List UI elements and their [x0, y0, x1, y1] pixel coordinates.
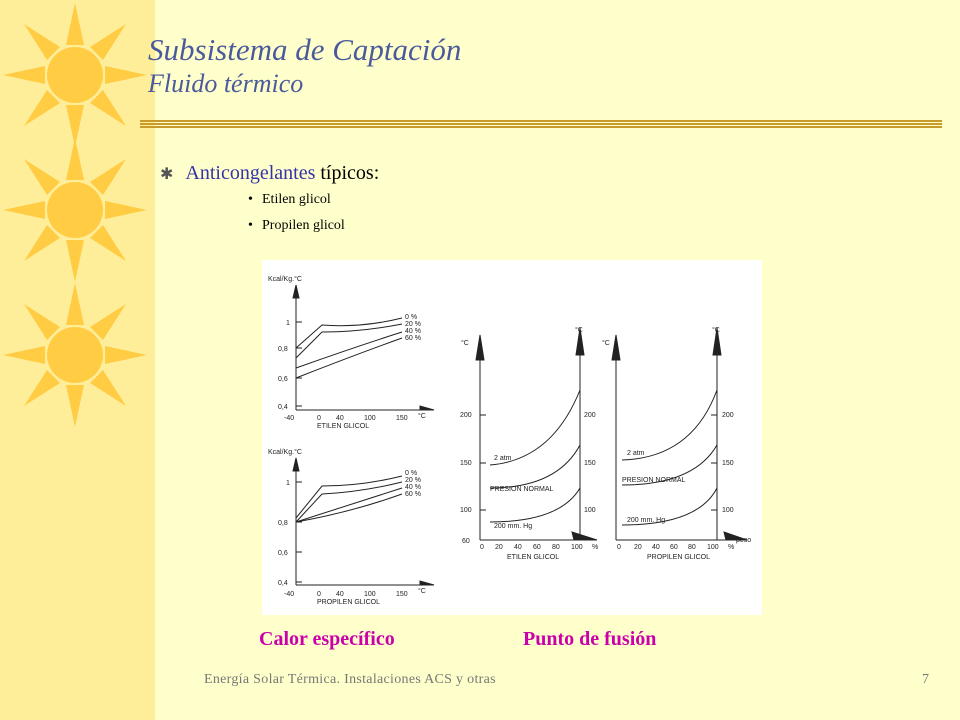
- chart2-series-label: 20 %: [405, 477, 421, 484]
- chart4-yunit: °C: [602, 340, 610, 347]
- list-item-label: Etilen glicol: [262, 192, 331, 207]
- chart3-xtick: 80: [552, 544, 560, 551]
- caption-specific-heat: Calor específico: [259, 628, 395, 650]
- slide-title-block: [148, 32, 461, 100]
- chart3-ytick: 200: [460, 412, 472, 419]
- page-number: 7: [922, 672, 929, 687]
- chart2-ytick: 0,6: [278, 550, 288, 557]
- chart1-xtick: 0: [317, 415, 321, 422]
- caption-melting-point: Punto de fusión: [523, 628, 657, 650]
- chart1-ytick: 0,4: [278, 404, 288, 411]
- chart3-xtick: 100: [571, 544, 583, 551]
- chart2-ylabel: Kcal/Kg.°C: [268, 449, 302, 456]
- chart2-xtick: 40: [336, 591, 344, 598]
- sun-icon: [0, 135, 150, 285]
- chart3-xtick: 60: [533, 544, 541, 551]
- chart3-curve-label: 2 atm: [494, 455, 512, 462]
- chart1-series-label: 20 %: [405, 321, 421, 328]
- dot-bullet-icon: •: [248, 218, 253, 233]
- chart2-xtick: 0: [317, 591, 321, 598]
- dot-bullet-icon: •: [248, 192, 253, 207]
- chart4-xunit: %: [728, 544, 735, 551]
- chart1-series-label: 60 %: [405, 335, 421, 342]
- chart1-xlabel: ETILEN GLICOL: [317, 423, 370, 430]
- chart1-xtick: -40: [284, 415, 295, 422]
- list-item: [248, 218, 345, 244]
- chart3-curve-label: 200 mm. Hg: [494, 523, 533, 530]
- chart4-ytick-right: 150: [722, 460, 734, 467]
- slide-subtitle: Fluido térmico: [148, 69, 304, 98]
- chart4-xtick: 60: [670, 544, 678, 551]
- chart2-series-label: 40 %: [405, 484, 421, 491]
- chart2-xunit: °C: [418, 588, 426, 595]
- chart4-peso-label: peso: [736, 537, 752, 544]
- chart4-xtick: 20: [634, 544, 642, 551]
- chart1-xtick: 40: [336, 415, 344, 422]
- chart4-curve-label: 2 atm: [627, 450, 645, 457]
- sun-icon: [0, 0, 150, 150]
- chart2-xtick: 100: [364, 591, 376, 598]
- chart1-xtick: 100: [364, 415, 376, 422]
- chart4-xtick: 0: [617, 544, 621, 551]
- chart4-xtick: 80: [688, 544, 696, 551]
- chart2-ytick: 0,8: [278, 520, 288, 527]
- chart4-ytick-right: 200: [722, 412, 734, 419]
- chart4-xtick: 100: [707, 544, 719, 551]
- slide-title: Subsistema de Captación: [148, 32, 462, 67]
- chart3-curve-label: PRESION NORMAL: [490, 486, 554, 493]
- list-item: [248, 192, 345, 218]
- chart1-xunit: °C: [418, 413, 426, 420]
- chart-melting-etilen: [476, 328, 597, 540]
- chart3-ytick: 100: [460, 507, 472, 514]
- chart3-ytick-right: 100: [584, 507, 596, 514]
- sub-bullet-list: [248, 192, 345, 244]
- chart3-ytick: 150: [460, 460, 472, 467]
- chart3-ytick-right: 150: [584, 460, 596, 467]
- chart1-series-label: 40 %: [405, 328, 421, 335]
- chart3-ytick: 60: [462, 538, 470, 545]
- chart1-xtick: 150: [396, 415, 408, 422]
- title-divider: [140, 120, 942, 130]
- chart2-xtick: -40: [284, 591, 295, 598]
- chart3-xunit: %: [592, 544, 599, 551]
- chart2-xtick: 150: [396, 591, 408, 598]
- chart2-xlabel: PROPILEN GLICOL: [317, 599, 381, 606]
- sun-icon: [0, 280, 150, 430]
- chart2-series-label: 0 %: [405, 470, 418, 477]
- chart3-xtick: 40: [514, 544, 522, 551]
- chart3-yunit: °C: [461, 340, 469, 347]
- footer-text: Energía Solar Térmica. Instalaciones ACS y otras: [204, 672, 496, 687]
- main-bullet: [160, 162, 379, 185]
- chart3-ytick-right: 200: [584, 412, 596, 419]
- chart4-xlabel: PROPILEN GLICOL: [647, 554, 711, 561]
- chart4-yunit-right: °C: [712, 327, 720, 334]
- chart4-curve-label: 200 mm. Hg: [627, 517, 666, 524]
- chart4-curve-label: PRESION NORMAL: [622, 477, 686, 484]
- chart4-xtick: 40: [652, 544, 660, 551]
- chart1-ylabel: Kcal/Kg.°C: [268, 276, 302, 283]
- chart3-yunit-right: °C: [575, 327, 583, 334]
- chart2-series-label: 60 %: [405, 491, 421, 498]
- list-item-label: Propilen glicol: [262, 218, 345, 233]
- scanned-figure: [262, 260, 762, 615]
- bullet-keyword: Anticongelantes: [185, 162, 316, 184]
- chart2-ytick: 1: [286, 480, 290, 487]
- chart2-ytick: 0,4: [278, 580, 288, 587]
- chart4-ytick-right: 100: [722, 507, 734, 514]
- chart-specific-heat-etilen: [293, 285, 434, 410]
- chart1-ytick: 0,8: [278, 346, 288, 353]
- chart3-xtick: 20: [495, 544, 503, 551]
- chart3-xtick: 0: [480, 544, 484, 551]
- chart3-xlabel: ETILEN GLICOL: [507, 554, 560, 561]
- chart1-ytick: 1: [286, 320, 290, 327]
- bullet-text: típicos:: [315, 162, 380, 184]
- star-bullet-icon: ✱: [160, 166, 174, 183]
- chart1-series-label: 0 %: [405, 314, 418, 321]
- chart1-ytick: 0,6: [278, 376, 288, 383]
- figure-drawing: [262, 260, 762, 615]
